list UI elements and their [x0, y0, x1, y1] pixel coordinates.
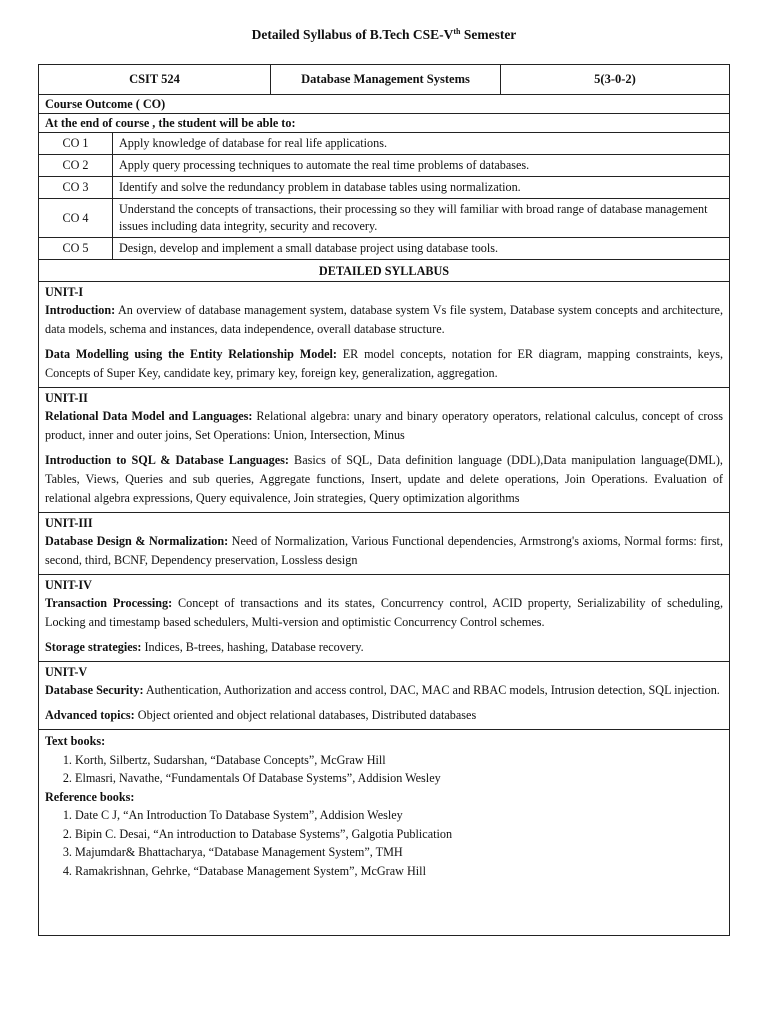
course-name: Database Management Systems: [271, 65, 501, 94]
topic-heading: Introduction to SQL & Database Languages:: [45, 453, 289, 467]
course-credits: 5(3-0-2): [594, 72, 636, 86]
book-item: 1. Korth, Silbertz, Sudarshan, “Database Concepts”, McGraw Hill: [75, 751, 723, 770]
reference-books-heading: Reference books:: [45, 789, 135, 804]
course-code: CSIT 524: [39, 65, 271, 94]
co-header: Course Outcome ( CO): [39, 95, 729, 114]
course-outcomes: [39, 133, 729, 260]
co-row: [39, 199, 729, 238]
co-row: [39, 238, 729, 260]
co-row: [39, 133, 729, 155]
title-superscript: th: [453, 27, 461, 36]
topic-heading: Database Security:: [45, 683, 144, 697]
reference-books-list: [45, 806, 723, 880]
co-id: CO 3: [39, 177, 113, 198]
text-books-heading: Text books:: [45, 734, 106, 748]
book-item: 3. Majumdar& Bhattacharya, “Database Management System”, TMH: [75, 843, 723, 862]
topic-body: Concept of transactions and its states, Concurrency control, ACID property, Serializability of scheduling, Locking and timestamp based schedulers, Multi-version and optimistic Concurrency Control schemes.: [45, 596, 723, 629]
unit-topic: [45, 407, 723, 445]
co-id: CO 2: [39, 155, 113, 176]
topic-heading: Data Modelling using the Entity Relationship Model:: [45, 347, 337, 361]
co-text: Understand the concepts of transactions, their processing so they will familiar with broad range of database management issues including data integrity, security and recovery.: [119, 202, 708, 233]
topic-heading: Relational Data Model and Languages:: [45, 409, 253, 423]
co-id: CO 4: [39, 199, 113, 237]
topic-heading: Introduction:: [45, 303, 116, 317]
unit-section: [39, 513, 729, 575]
unit-topic: [45, 301, 723, 339]
unit-section: [39, 662, 729, 730]
unit-list: [39, 282, 729, 730]
unit-topic: [45, 345, 723, 383]
topic-heading: Transaction Processing:: [45, 596, 173, 610]
book-item: 4. Ramakrishnan, Gehrke, “Database Management System”, McGraw Hill: [75, 862, 723, 881]
topic-body: An overview of database management system, database system Vs file system, Database system concepts and architecture, data models, schema and instances, data independence, overall database structure.: [45, 303, 723, 336]
co-intro: At the end of course , the student will be able to:: [39, 114, 729, 133]
unit-topic: [45, 706, 723, 725]
unit-topic: [45, 451, 723, 508]
topic-body: Basics of SQL, Data definition language (DDL),Data manipulation language(DML), Tables, Views, Queries and sub queries, Aggregate functions, Insert, update and delete operations, Join Operations. Evaluation of relational algebra expressions, Query equivalence, Join strategies, Query optimization algorithms: [45, 453, 723, 505]
topic-body: Need of Normalization, Various Functional dependencies, Armstrong's axioms, Normal forms: first, second, third, BCNF, Dependency preservation, Lossless design: [45, 534, 723, 567]
unit-topic: [45, 638, 723, 657]
topic-heading: Database Design & Normalization:: [45, 534, 229, 548]
unit-title: UNIT-III: [45, 516, 93, 530]
topic-body: ER model concepts, notation for ER diagram, mapping constraints, keys, Concepts of Super Key, candidate key, primary key, foreign key, generalization, aggregation.: [45, 347, 723, 380]
unit-section: [39, 282, 729, 388]
text-books-list: [45, 751, 723, 788]
title-tail: Semester: [460, 27, 517, 42]
co-row: [39, 155, 729, 177]
unit-title: UNIT-II: [45, 391, 88, 405]
syllabus-table: [38, 64, 730, 936]
book-item: 1. Date C J, “An Introduction To Database System”, Addision Wesley: [75, 806, 723, 825]
topic-body: Authentication, Authorization and access control, DAC, MAC and RBAC models, Intrusion detection, SQL injection.: [143, 683, 720, 697]
topic-heading: Storage strategies:: [45, 640, 142, 654]
book-item: 2. Elmasri, Navathe, “Fundamentals Of Database Systems”, Addision Wesley: [75, 769, 723, 788]
books-section: [39, 730, 729, 882]
co-text: Design, develop and implement a small database project using database tools.: [119, 241, 499, 255]
unit-title: UNIT-IV: [45, 578, 92, 592]
topic-body: Object oriented and object relational databases, Distributed databases: [134, 708, 477, 722]
co-text: Identify and solve the redundancy problem in database tables using normalization.: [119, 180, 521, 194]
unit-title: UNIT-I: [45, 285, 84, 299]
unit-title: UNIT-V: [45, 665, 88, 679]
book-item: 2. Bipin C. Desai, “An introduction to Database Systems”, Galgotia Publication: [75, 825, 723, 844]
unit-topic: [45, 594, 723, 632]
topic-heading: Advanced topics:: [45, 708, 135, 722]
co-id: CO 5: [39, 238, 113, 259]
co-text: Apply knowledge of database for real life applications.: [119, 136, 388, 150]
page-title: [0, 27, 768, 43]
title-main: Detailed Syllabus of B.Tech CSE-V: [251, 27, 454, 42]
co-id: CO 1: [39, 133, 113, 154]
topic-body: Relational algebra: unary and binary operatory operators, relational calculus, concept of cross product, inner and outer joins, Set Operations: Union, Intersection, Minus: [45, 409, 723, 442]
topic-body: Indices, B-trees, hashing, Database recovery.: [141, 640, 364, 654]
co-text: Apply query processing techniques to automate the real time problems of databases.: [119, 158, 530, 172]
syllabus-heading: DETAILED SYLLABUS: [39, 260, 729, 282]
co-row: [39, 177, 729, 199]
unit-section: [39, 388, 729, 513]
unit-topic: [45, 681, 723, 700]
unit-section: [39, 575, 729, 662]
unit-topic: [45, 532, 723, 570]
course-header-row: [39, 65, 729, 95]
